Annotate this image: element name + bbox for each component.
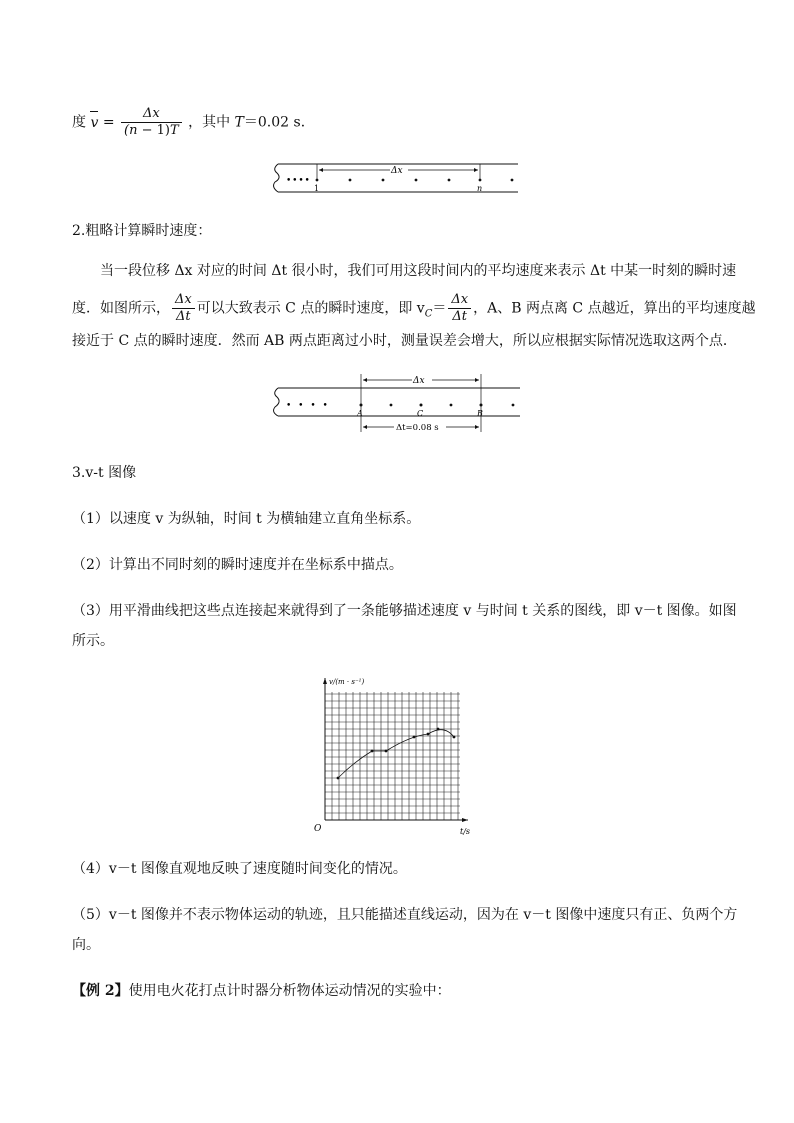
- vt-graph: [310, 672, 485, 837]
- fraction-denominator: (n − 1)T: [124, 123, 179, 138]
- section3-heading: 3.v-t 图像: [72, 465, 137, 481]
- tape1-dx-label: Δx: [391, 166, 403, 176]
- tape2-dt-label: Δt=0.08 s: [396, 423, 439, 433]
- tape1-label-1: 1: [314, 184, 320, 193]
- tape1-dots-left: • • • •: [286, 176, 309, 186]
- tape1-label-n: n: [477, 184, 483, 193]
- fraction-numerator: Δx: [121, 106, 182, 123]
- vc-fraction: $\frac{\Delta x}{\Delta t}$: [448, 292, 471, 325]
- example-line: [72, 984, 451, 998]
- tape-diagram-2: [270, 370, 525, 434]
- section2-line2: 度．如图所示， $\frac{\Delta x}{\Delta t}$ 可以大致表示 C 点的瞬时速度，即 $v_C=$ $\frac{\Delta x}{\Delta t}$ ，A、B 两点离 C 点越近，算出的平均速度越: [72, 292, 756, 324]
- v-bar: v: [90, 114, 98, 132]
- graph-origin: O: [314, 824, 322, 834]
- section2-heading: 2.粗略计算瞬时速度：: [72, 223, 212, 239]
- section2-line3: 接近于 C 点的瞬时速度．然而 AB 两点距离过小时，测量误差会增大，所以应根据实际情况选取这两个点．: [72, 333, 737, 349]
- graph-ylabel: v/(m · s⁻¹): [329, 678, 365, 686]
- formula-suffix: ，其中 T＝0.02 s．: [188, 114, 315, 131]
- section4-item5-line1: （5）v－t 图像并不表示物体运动的轨迹，且只能描述直线运动，因为在 v－t 图像中速度只有正、负两个方: [72, 907, 738, 923]
- tape-diagram-1: [270, 160, 520, 200]
- example-tag: 【例 2】: [72, 983, 129, 999]
- section2-line1: 当一段位移 Δx 对应的时间 Δt 很小时，我们可用这段时间内的平均速度来表示 Δt 中某一时刻的瞬时速: [100, 263, 737, 279]
- tape2-label-C: C: [417, 409, 424, 418]
- section3-item3-line2: 所示。: [72, 633, 114, 649]
- formula-line: [72, 106, 315, 139]
- example-text: 使用电火花打点计时器分析物体运动情况的实验中：: [128, 983, 451, 999]
- tape2-dx-label: Δx: [413, 376, 425, 386]
- tape2-dots-left: • • • •: [286, 401, 330, 411]
- section3-item3-line1: （3）用平滑曲线把这些点连接起来就得到了一条能够描述速度 v 与时间 t 关系的图线，即 v－t 图像。如图: [72, 603, 737, 619]
- graph-xlabel: t/s: [460, 827, 471, 836]
- average-velocity-fraction: [121, 106, 182, 139]
- section3-item1: （1）以速度 v 为纵轴，时间 t 为横轴建立直角坐标系。: [72, 511, 421, 527]
- section4-item4: （4）v－t 图像直观地反映了速度随时间变化的情况。: [72, 861, 407, 877]
- formula-prefix: 度: [72, 114, 86, 131]
- dx-over-dt-fraction: $\frac{\Delta x}{\Delta t}$: [172, 292, 195, 325]
- tape2-label-A: A: [357, 409, 363, 418]
- vt-graph-grid: [325, 692, 460, 820]
- section3-item2: （2）计算出不同时刻的瞬时速度并在坐标系中描点。: [72, 557, 403, 573]
- equals-sign: =: [102, 114, 115, 131]
- section4-item5-line2: 向。: [72, 937, 100, 953]
- tape2-label-B: B: [477, 409, 483, 418]
